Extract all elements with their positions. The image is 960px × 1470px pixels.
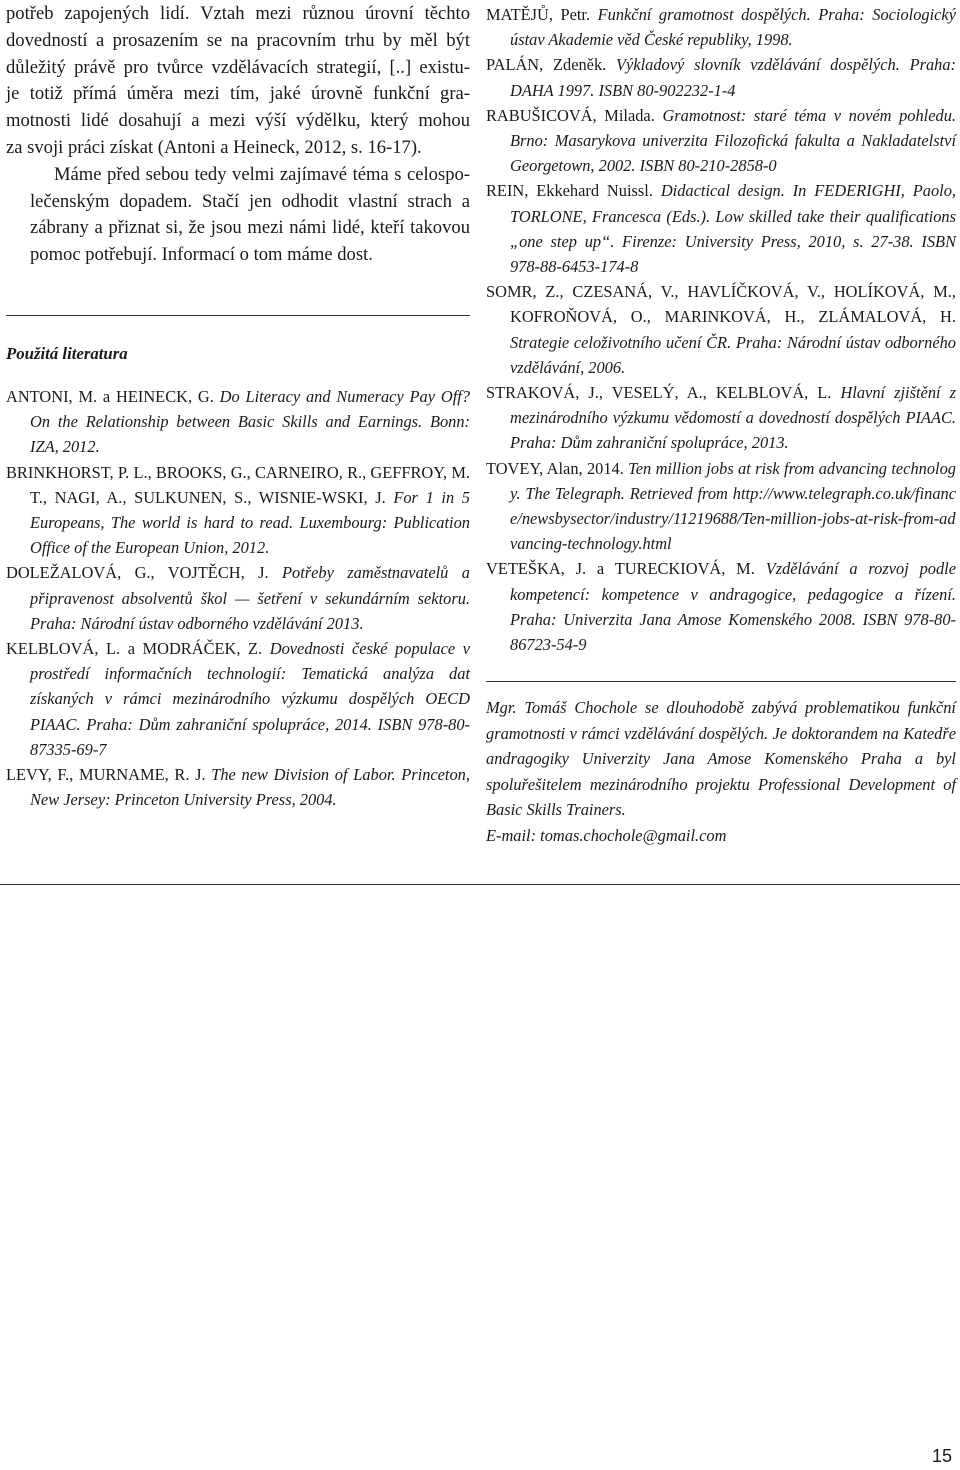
reference-item bbox=[486, 52, 956, 102]
text-line: důležitý právě pro tvůrce vzdělávacích strategií, [..] existu- bbox=[6, 56, 470, 78]
body-text bbox=[6, 1, 470, 269]
text-line: lečenským dopadem. Stačí jen odhodit vlastní strach a bbox=[30, 190, 470, 212]
text-line: motnosti lidé dosahují a mezi výší výdělku, který mohou bbox=[6, 110, 470, 132]
reference-author: STRAKOVÁ, J., VESELÝ, A., KELBLOVÁ, L. bbox=[486, 383, 832, 403]
text-line: zábrany a přiznat si, že jsou mezi námi lidé, kteří takovou bbox=[30, 217, 470, 239]
reference-author: REIN, Ekkehard Nuissl. bbox=[486, 181, 653, 201]
reference-item bbox=[6, 384, 470, 460]
page-number: 15 bbox=[931, 1446, 952, 1466]
reference-item bbox=[6, 636, 470, 762]
reference-author: ANTONI, M. a HEINECK, G. bbox=[6, 387, 214, 406]
reference-author: SOMR, Z., CZESANÁ, V., HAVLÍČKOVÁ, V., HOLÍKOVÁ, M., KOFROŇOVÁ, O., MARINKOVÁ, H., ZLÁMALOVÁ, H. bbox=[486, 282, 956, 327]
text-line: potřeb zapojených lidí. Vztah mezi různou úrovní těchto bbox=[6, 3, 470, 24]
reference-item bbox=[6, 762, 470, 812]
reference-item bbox=[486, 556, 956, 657]
reference-author: LEVY, F., MURNAME, R. J. bbox=[6, 765, 206, 785]
section-divider bbox=[6, 315, 470, 316]
reference-text: Hlavní zjištění z mezinárodního výzkumu vědomostí a dovedností dospělých PIAAC. Praha: Dům zahraniční spolupráce, 2013. bbox=[510, 383, 956, 453]
reference-author: PALÁN, Zdeněk. bbox=[486, 55, 607, 75]
text-line: dovedností a prosazením se na pracovním trhu by měl být bbox=[6, 29, 470, 51]
reference-item bbox=[486, 279, 956, 380]
reference-text: Funkční gramotnost dospělých. Praha: Sociologický ústav Akademie věd České republiky, 1998. bbox=[510, 5, 956, 50]
reference-text: For 1 in 5 Europeans, The world is hard to read. Luxembourg: Publication Office of the European Union, 2012. bbox=[30, 487, 470, 558]
reference-text: Strategie celoživotního učení ČR. Praha: Národní ústav odborného vzdělávání, 2006. bbox=[510, 332, 956, 377]
reference-item bbox=[486, 103, 956, 179]
reference-item bbox=[6, 560, 470, 636]
reference-text: Do Literacy and Numeracy Pay Off? On the Relationship between Basic Skills and Earnings. Bonn: IZA, 2012. bbox=[30, 387, 470, 457]
reference-item bbox=[486, 178, 956, 279]
reference-author: TOVEY, Alan, 2014. bbox=[486, 458, 624, 478]
text-line: za svoji práci získat (Antoni a Heineck, 2012, s. 16-17). bbox=[6, 136, 422, 158]
author-bio bbox=[486, 695, 956, 849]
reference-item bbox=[486, 456, 956, 557]
reference-author: DOLEŽALOVÁ, G., VOJTĚCH, J. bbox=[6, 563, 269, 583]
references-right bbox=[486, 2, 956, 657]
reference-author: RABUŠICOVÁ, Milada. bbox=[486, 105, 655, 125]
reference-author: BRINKHORST, P. L., BROOKS, G., CARNEIRO, R., GEFFROY, M. T., NAGI, A., SULKUNEN, S., WISNIE-WSKI, J. bbox=[6, 462, 470, 507]
text-line: pomoc potřebují. Informací o tom máme dost. bbox=[30, 244, 373, 266]
paragraph-2 bbox=[6, 162, 470, 269]
reference-author: VETEŠKA, J. a TURECKIOVÁ, M. bbox=[486, 559, 755, 579]
section-heading: Použitá literatura bbox=[6, 344, 128, 363]
reference-text: The new Division of Labor. Princeton, New Jersey: Princeton University Press, 2004. bbox=[30, 765, 470, 810]
text-line: Máme před sebou tedy velmi zajímavé téma s celospo- bbox=[54, 163, 470, 185]
reference-text: Ten million jobs at risk from advancing technology. The Telegraph. Retrieved from http://www.telegraph.co.uk/finance/newsbysector/industry/11219688/Ten-million-jobs-at-risk-from-advancing-technology.html bbox=[510, 458, 956, 554]
bio-divider bbox=[486, 681, 956, 682]
reference-item bbox=[6, 460, 470, 561]
bio-email: E-mail: tomas.chochole@gmail.com bbox=[486, 825, 727, 845]
reference-text: Výkladový slovník vzdělávání dospělých. Praha: DAHA 1997. ISBN 80-902232-1-4 bbox=[510, 55, 956, 100]
page-divider bbox=[0, 884, 960, 885]
reference-item bbox=[486, 2, 956, 52]
bio-text: Mgr. Tomáš Chochole se dlouhodobě zabývá problematikou funkční gramotnosti v rámci vzdělávání dospělých. Je doktorandem na Katedře andragogiky Univerzity Jana Amose Komenského Praha a byl spoluřešitelem mezinárodního projektu Professional Development of Basic Skills Trainers. bbox=[486, 698, 956, 820]
reference-text: Didactical design. In FEDERIGHI, Paolo, TORLONE, Francesca (Eds.). Low skilled take their qualifications „one step up“. Firenze: University Press, 2010, s. 27-38. ISBN 978-88-6453-174-8 bbox=[510, 181, 956, 277]
reference-item bbox=[486, 380, 956, 456]
paragraph-1 bbox=[6, 1, 470, 162]
reference-text: Dovednosti české populace v prostředí informačních technologií: Tematická analýza dat získaných v rámci mezinárodního výzkumu dospělých OECD PIAAC. Praha: Dům zahraniční spolupráce, 2014. ISBN 978-80-87335-69-7 bbox=[30, 639, 470, 759]
reference-author: MATĚJŮ, Petr. bbox=[486, 5, 591, 24]
text-line: je totiž přímá úměra mezi tím, jaké úrovně funkční gra- bbox=[6, 83, 470, 105]
reference-text: Potřeby zaměstnavatelů a připravenost absolventů škol — šetření v sekundárním sektoru. Praha: Národní ústav odborného vzdělávání 2013. bbox=[30, 563, 470, 633]
reference-text: Vzdělávání a rozvoj podle kompetencí: kompetence v andragogice, pedagogice a řízení. Praha: Univerzita Jana Amose Komenského 2008. ISBN 978-80-86723-54-9 bbox=[510, 559, 956, 655]
reference-text: Gramotnost: staré téma v novém pohledu. Brno: Masarykova univerzita Filozofická fakulta a Nakladatelství Georgetown, 2002. ISBN 80-210-2858-0 bbox=[510, 105, 956, 176]
reference-author: KELBLOVÁ, L. a MODRÁČEK, Z. bbox=[6, 639, 263, 659]
references-left bbox=[6, 384, 470, 812]
